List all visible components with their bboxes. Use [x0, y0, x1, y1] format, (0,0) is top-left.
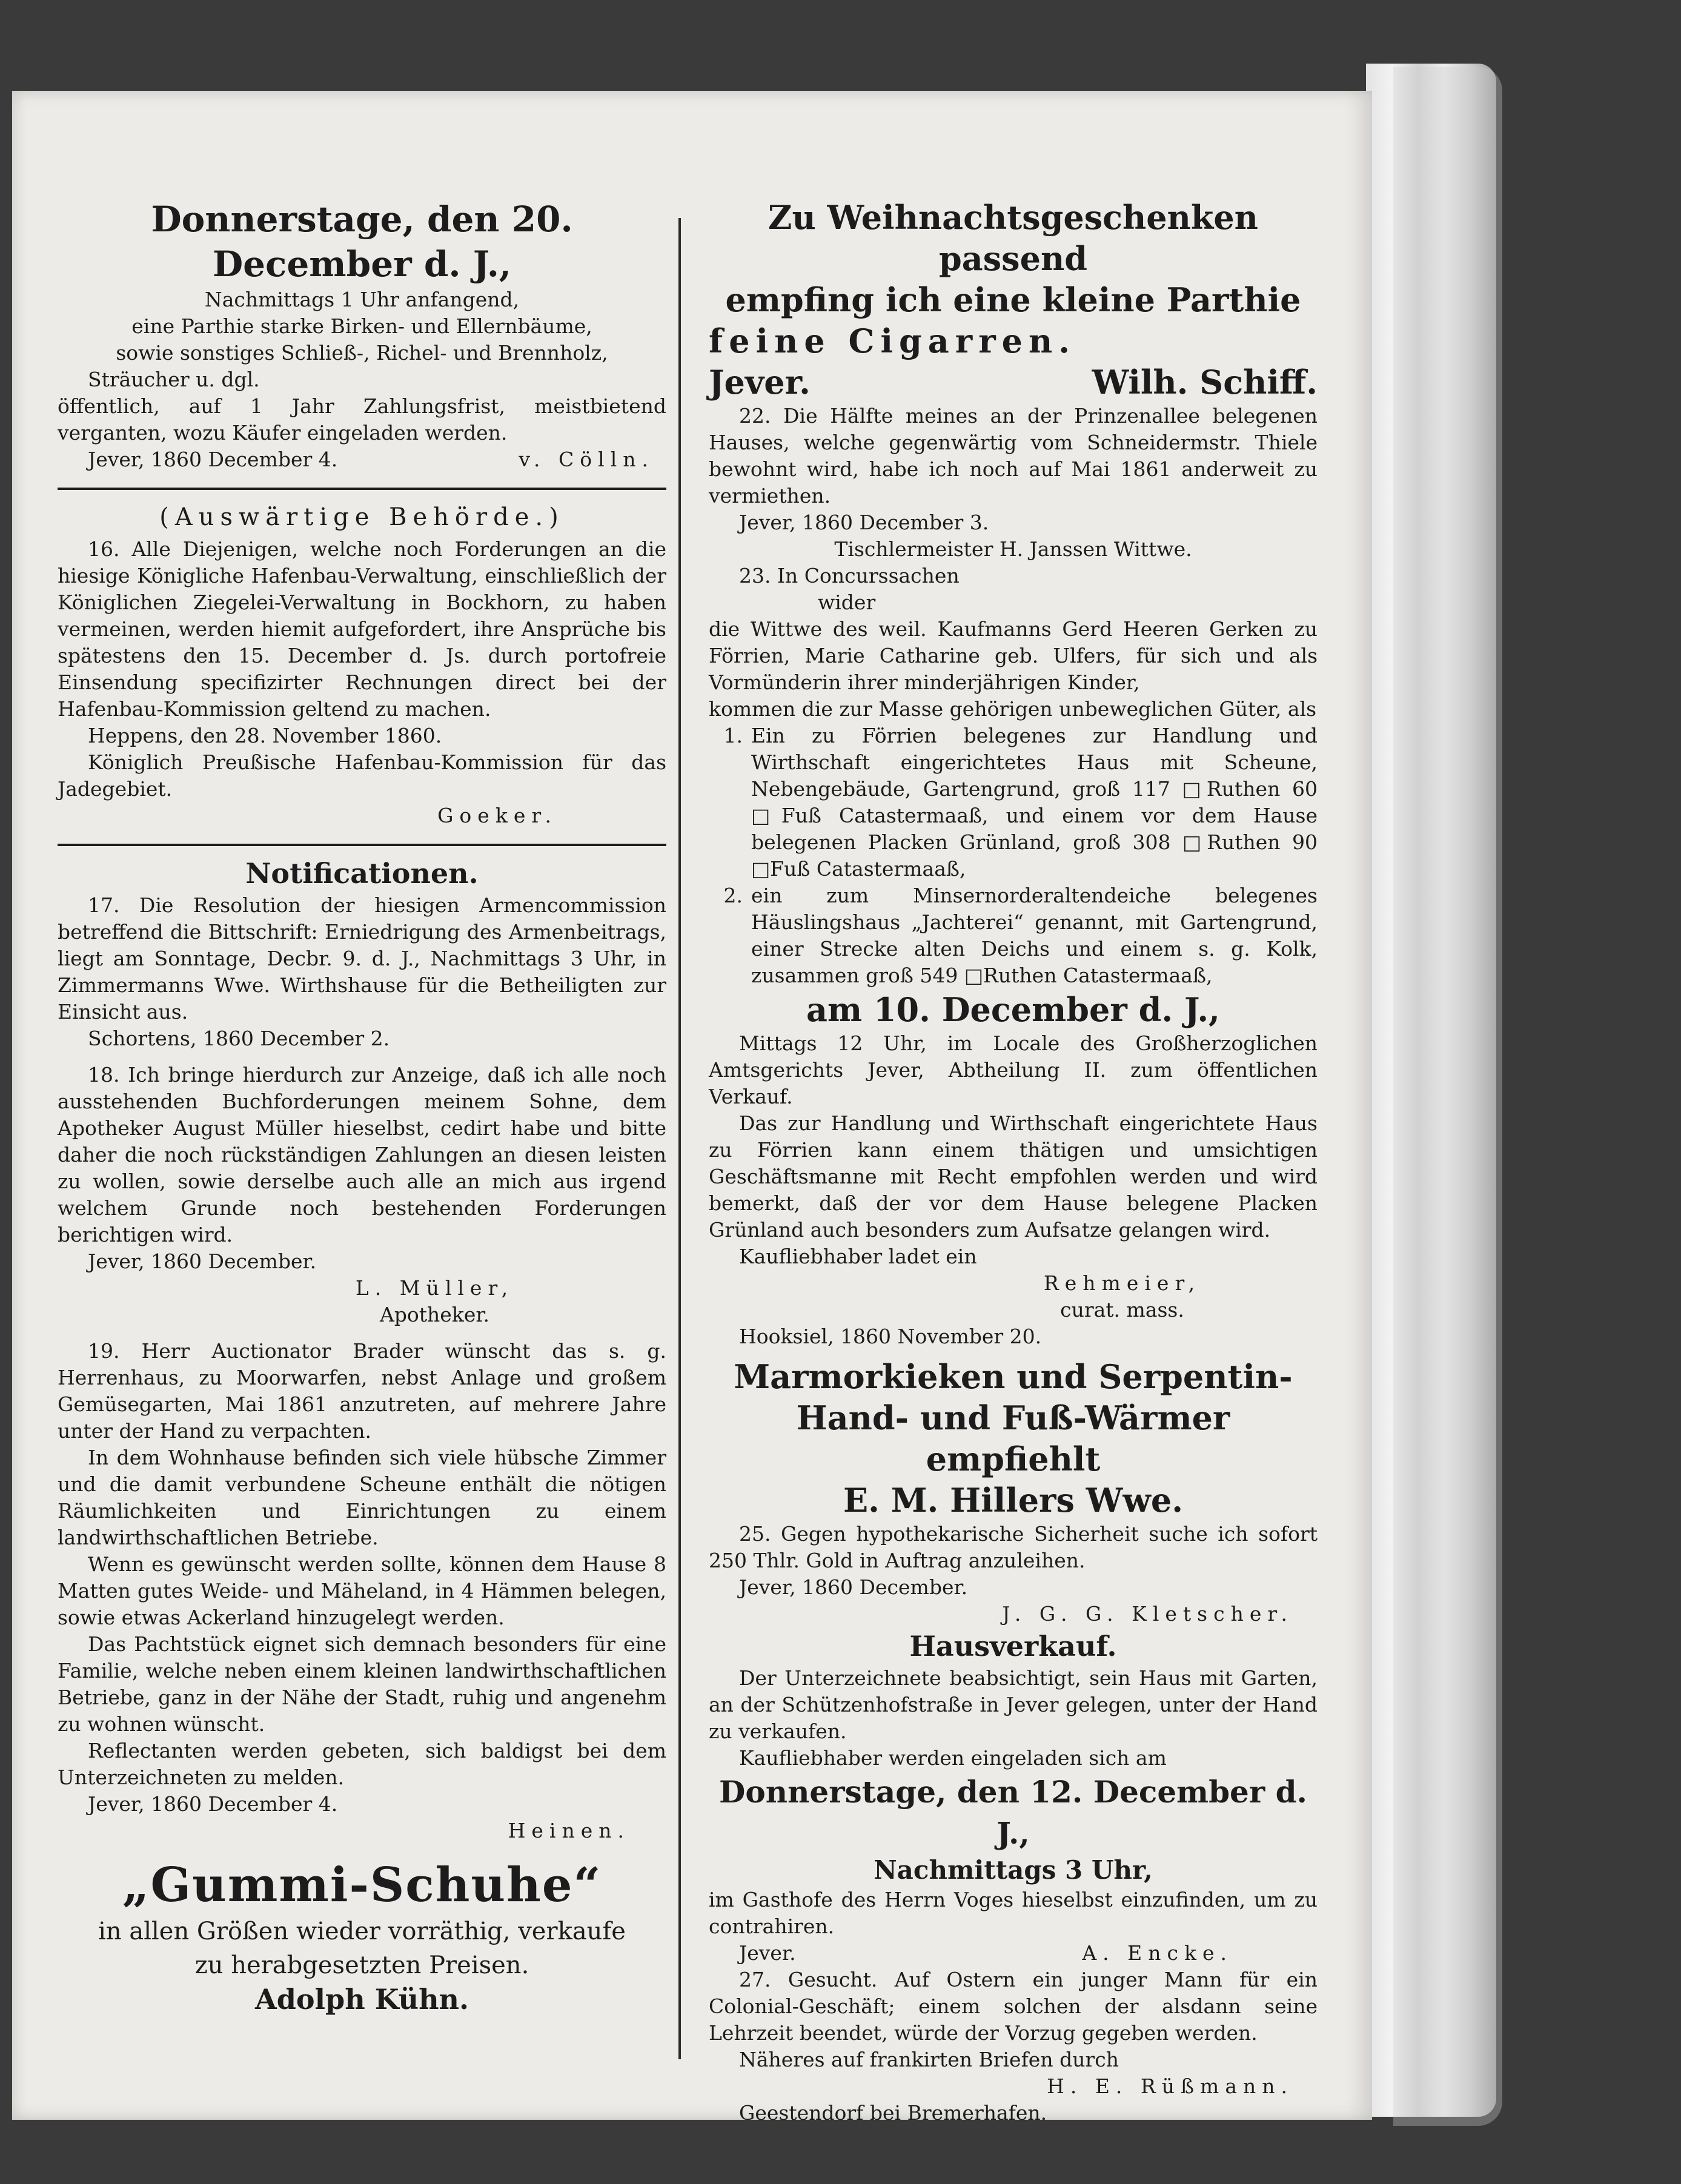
notice-22-signer: Tischlermeister H. Janssen Wittwe.: [834, 537, 1192, 561]
notice-16-text: 16. Alle Diejenigen, welche noch Forderungen an die hiesige Königliche Hafenbau-Verwaltung, einschließlich der Königlichen Ziegelei-Verwaltung in Bockhorn, zu haben vermeinen, werden hiemit aufgefordert, ihre Ansprüche bis spätestens den 15. December d. Js. durch portofreie Einsendung specifizirter Rechnungen direct bei der Hafenbau-Kommission geltend zu machen.: [58, 537, 666, 721]
notice-17-place: Schortens, 1860 December 2.: [88, 1027, 390, 1050]
auction-line: eine Parthie starke Birken- und Ellernbäume,: [131, 314, 592, 338]
gummi-advert: [58, 1856, 666, 2016]
notice-27-signer: H. E. Rüßmann.: [1047, 2074, 1293, 2098]
item-number: 2.: [723, 884, 743, 907]
gummi-title: „Gummi-Schuhe“: [122, 1858, 602, 1913]
item-number: 1.: [723, 724, 743, 747]
notice-25: [709, 1521, 1318, 1627]
item-text: Ein zu Förrien belegenes zur Handlung und Wirthschaft eingerichtetes Haus mit Scheune, Nebengebäude, Gartengrund, groß 117 □Ruthen 60 □Fuß Catastermaaß, und einem vor dem Hause belegenen Placken Grünland, groß 308 □Ruthen 90 □Fuß Catastermaaß,: [751, 724, 1318, 881]
notice-23-item: [709, 723, 1318, 882]
notice-19-signer: Heinen.: [508, 1819, 630, 1842]
cigar-name: Wilh. Schiff.: [1092, 363, 1318, 402]
notice-19: [58, 1338, 666, 1844]
hillers-name: E. M. Hillers Wwe.: [843, 1481, 1183, 1520]
notice-22: [709, 403, 1318, 563]
notice-16-authority: Königlich Preußische Hafenbau-Kommission für das Jadegebiet.: [58, 750, 666, 801]
hausverkauf-title: Hausverkauf.: [909, 1630, 1117, 1663]
auction-body: öffentlich, auf 1 Jahr Zahlungsfrist, meistbietend verganten, wozu Käufer eingeladen werden.: [58, 394, 666, 445]
notice-23-invite: Kaufliebhaber ladet ein: [739, 1245, 977, 1268]
auction-line: Sträucher u. dgl.: [88, 368, 260, 391]
notice-16: [58, 536, 666, 829]
notice-23-body: die Wittwe des weil. Kaufmanns Gerd Heeren Gerken zu Förrien, Marie Catharine geb. Ulfers, für sich und als Vormünderin ihrer minderjährigen Kinder,: [709, 617, 1318, 694]
cigar-line3: feine Cigarren.: [709, 322, 1076, 360]
cigar-advert: [709, 197, 1318, 403]
notice-23-line1: 23. In Concurssachen: [739, 564, 960, 587]
notice-23-signer2: curat. mass.: [1060, 1298, 1184, 1322]
notice-27-place: Geestendorf bei Bremerhafen.: [739, 2101, 1047, 2125]
notice-25-place: Jever, 1860 December.: [739, 1575, 968, 1599]
auction-line: sowie sonstiges Schließ-, Richel- und Brennholz,: [116, 341, 608, 365]
gummi-line2: zu herabgesetzten Preisen.: [194, 1951, 529, 1979]
book-cover-edge: [1393, 67, 1502, 2126]
section-heading-notificationen: Notificationen.: [245, 857, 479, 890]
hillers-line1: Marmorkieken und Serpentin-: [734, 1357, 1293, 1396]
hausverkauf-place: Jever.: [739, 1941, 796, 1965]
hausverkauf-signer: A. Encke.: [1082, 1941, 1233, 1965]
notice-23-body2: Mittags 12 Uhr, im Locale des Großherzoglichen Amtsgerichts Jever, Abtheilung II. zum öffentlichen Verkauf.: [709, 1031, 1318, 1108]
notice-22-text: 22. Die Hälfte meines an der Prinzenallee belegenen Hauses, welche gegenwärtig vom Schneidermstr. Thiele bewohnt wird, habe ich noch auf Mai 1861 anderweit zu vermiethen.: [709, 404, 1318, 508]
hillers-advert: [709, 1356, 1318, 1521]
notice-19-p5: Reflectanten werden gebeten, sich baldigst bei dem Unterzeichneten zu melden.: [58, 1739, 666, 1789]
hausverkauf-invite: Kaufliebhaber werden eingeladen sich am: [739, 1746, 1167, 1770]
notice-16-signer: Goeker.: [437, 804, 557, 827]
auction-signer: v. Cölln.: [519, 448, 654, 471]
notice-27-more: Näheres auf frankirten Briefen durch: [739, 2048, 1119, 2071]
hausverkauf-notice: [709, 1627, 1318, 1967]
notice-19-p3: Wenn es gewünscht werden sollte, können dem Hause 8 Matten gutes Weide- und Mäheland, in 4 Hämmen belegen, sowie etwas Ackerland hinzugelegt werden.: [58, 1552, 666, 1629]
hausverkauf-text: Der Unterzeichnete beabsichtigt, sein Haus mit Garten, an der Schützenhofstraße in Jever gelegen, unter der Hand zu verkaufen.: [709, 1666, 1318, 1743]
left-column: [58, 197, 666, 2016]
notice-25-signer: J. G. G. Kletscher.: [1002, 1602, 1293, 1626]
notice-18-text: 18. Ich bringe hierdurch zur Anzeige, daß ich alle noch ausstehenden Buchforderungen meinem Sohne, dem Apotheker August Müller hieselbst, cedirt habe und bitte daher die noch rückständigen Zahlungen an diesen leisten zu wollen, sowie derselbe auch alle an mich aus irgend welchem Grunde noch bestehenden Forderungen berichtigen wird.: [58, 1063, 666, 1246]
hillers-line2: Hand- und Fuß-Wärmer empfiehlt: [796, 1398, 1230, 1478]
hausverkauf-date: Donnerstage, den 12. December d. J.,: [719, 1774, 1307, 1851]
notice-23-date: am 10. December d. J.,: [806, 990, 1220, 1029]
notice-18: [58, 1062, 666, 1328]
notice-22-place: Jever, 1860 December 3.: [739, 511, 989, 534]
notice-23-item: [709, 882, 1318, 989]
notice-27: [709, 1967, 1318, 2126]
notice-23-line3: kommen die zur Masse gehörigen unbeweglichen Güter, als: [709, 697, 1317, 721]
notice-19-p4: Das Pachtstück eignet sich demnach besonders für eine Familie, welche neben einem kleinen landwirthschaftlichen Betriebe, ganz in der Nähe der Stadt, ruhig und angenehm zu wohnen wünscht.: [58, 1632, 666, 1736]
notice-17: [58, 892, 666, 1052]
notice-23-body3: Das zur Handlung und Wirthschaft eingerichtete Haus zu Förrien kann einem thätigen und umsichtigen Geschäftsmanne mit Recht empfohlen werden und wird bemerkt, daß der vor dem Hause belegene Placken Grünland auch besonders zum Aufsatze gelangen wird.: [709, 1111, 1318, 1242]
item-text: ein zum Minsernorderaltendeiche belegenes Häuslingshaus „Jachterei“ genannt, mit Gartengrund, einer Strecke alten Deichs und einem s. g. Kolk, zusammen groß 549 □Ruthen Catastermaaß,: [751, 884, 1318, 987]
notice-18-title: Apotheker.: [379, 1303, 490, 1326]
cigar-line2: empfing ich eine kleine Parthie: [725, 280, 1301, 319]
newspaper-page: [12, 91, 1372, 2125]
notice-18-place: Jever, 1860 December.: [88, 1249, 317, 1273]
notice-19-place: Jever, 1860 December 4.: [88, 1792, 338, 1816]
hausverkauf-text2: im Gasthofe des Herrn Voges hieselbst einzufinden, um zu contrahiren.: [709, 1888, 1318, 1938]
notice-18-signer: L. Müller,: [355, 1276, 514, 1300]
notice-23-line2: wider: [818, 591, 876, 614]
cigar-line1: Zu Weihnachtsgeschenken passend: [768, 198, 1258, 278]
cigar-place: Jever.: [709, 363, 811, 402]
notice-19-p1: 19. Herr Auctionator Brader wünscht das s. g. Herrenhaus, zu Moorwarfen, nebst Anlage und großem Gemüsegarten, Mai 1861 anzutreten, auf mehrere Jahre unter der Hand zu verpachten.: [58, 1339, 666, 1443]
notice-27-text: 27. Gesucht. Auf Ostern ein junger Mann für ein Colonial-Geschäft; einem solchen der alsdann seine Lehrzeit beendet, würde der Vorzug gegeben werden.: [709, 1968, 1318, 2045]
right-column: [709, 197, 1318, 2126]
notice-23-place: Hooksiel, 1860 November 20.: [739, 1325, 1042, 1348]
separator-rule: [58, 488, 666, 490]
notice-23-signer: Rehmeier,: [1043, 1271, 1201, 1295]
auction-place: Jever, 1860 December 4.: [88, 448, 338, 471]
notice-17-text: 17. Die Resolution der hiesigen Armencommission betreffend die Bittschrift: Erniedrigung des Armenbeitrags, liegt am Sonntage, Decbr. 9. d. J., Nachmittags 3 Uhr, in Zimmermanns Wwe. Wirthshause für die Betheiligten zur Einsicht aus.: [58, 893, 666, 1024]
section-heading-auswaertige: (Auswärtige Behörde.): [159, 503, 565, 531]
auction-line: Nachmittags 1 Uhr anfangend,: [204, 288, 520, 311]
notice-16-place: Heppens, den 28. November 1860.: [88, 724, 442, 747]
separator-rule: [58, 844, 666, 846]
notice-19-p2: In dem Wohnhause befinden sich viele hübsche Zimmer und die damit verbundene Scheune enthält die nötigen Räumlichkeiten und Einrichtungen zu einem landwirthschaftlichen Betriebe.: [58, 1446, 666, 1549]
notice-23: [709, 563, 1318, 1350]
auction-notice: [58, 197, 666, 473]
column-divider: [678, 218, 681, 2059]
notice-25-text: 25. Gegen hypothekarische Sicherheit suche ich sofort 250 Thlr. Gold in Auftrag anzuleihen.: [709, 1522, 1318, 1572]
auction-title: Donnerstage, den 20. December d. J.,: [151, 199, 573, 285]
gummi-name: Adolph Kühn.: [255, 1983, 469, 2016]
gummi-line1: in allen Größen wieder vorräthig, verkaufe: [98, 1918, 626, 1945]
hausverkauf-time: Nachmittags 3 Uhr,: [874, 1855, 1153, 1885]
